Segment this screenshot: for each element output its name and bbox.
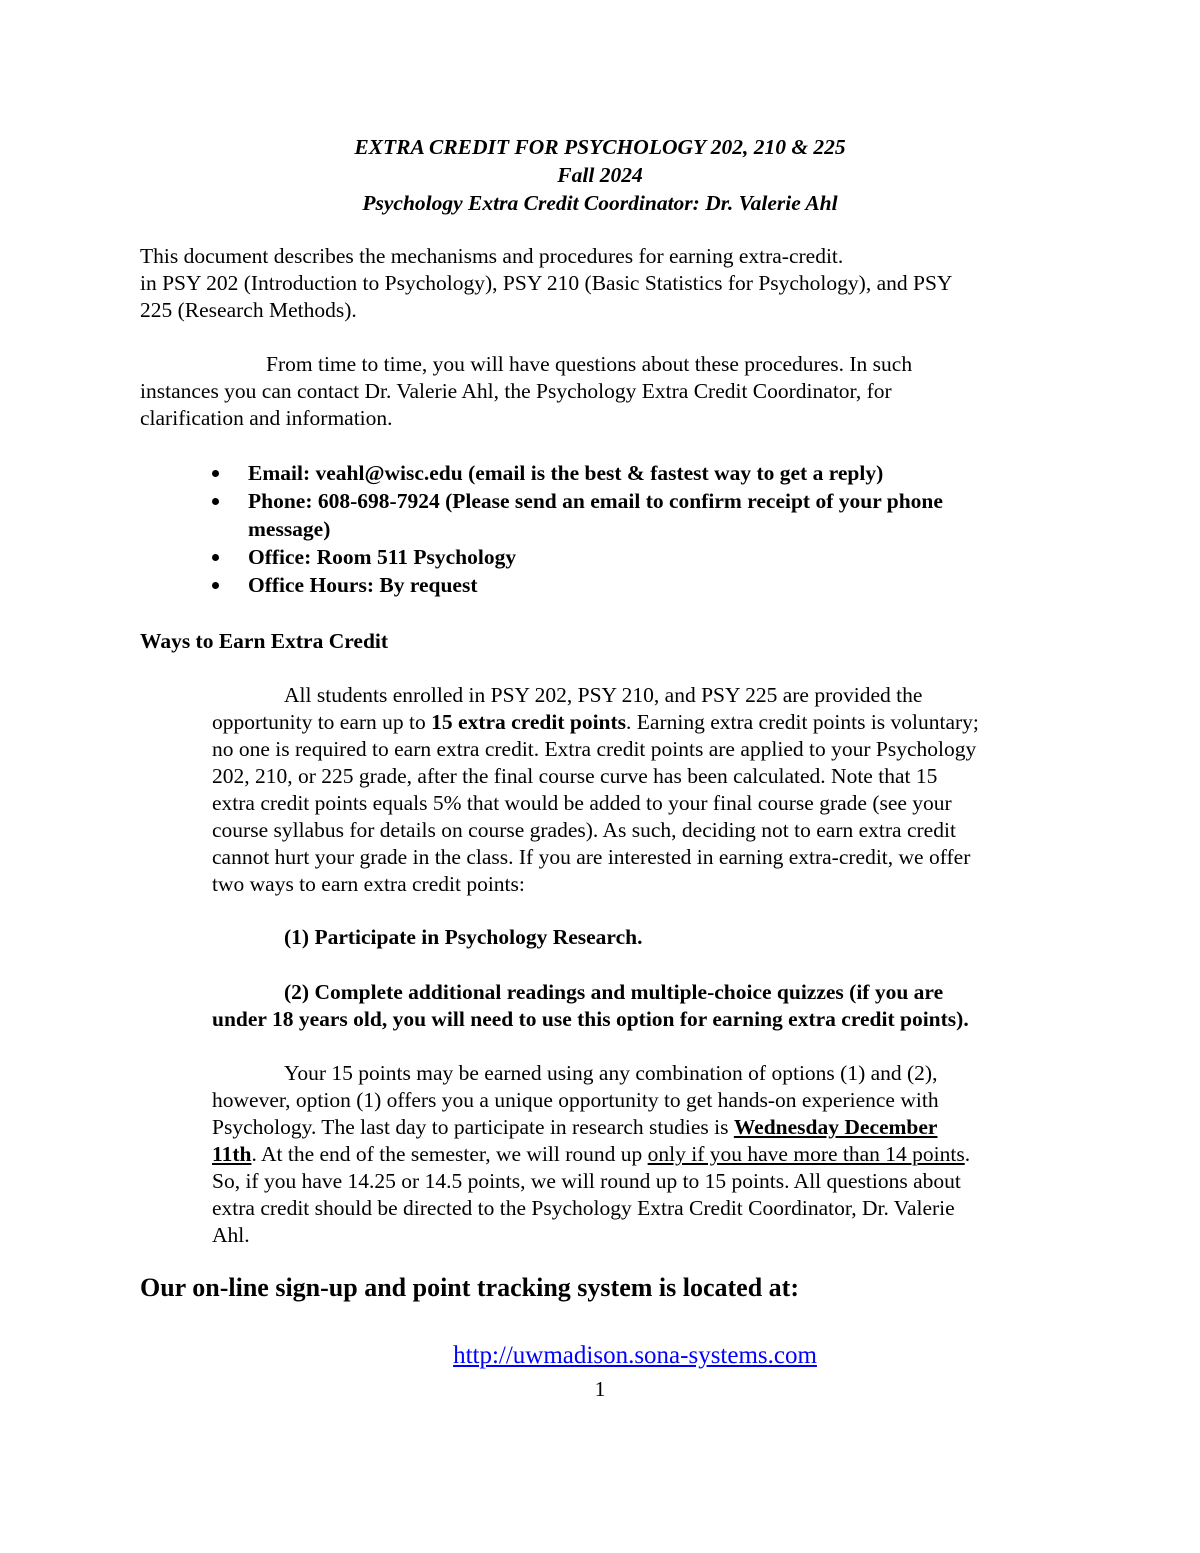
intro-line: in PSY 202 (Introduction to Psychology), PSY 210 (Basic Statistics for Psychology), and PSY (140, 271, 953, 295)
paragraph-line: extra credit points equals 5% that would be added to your final course grade (see your (212, 791, 952, 815)
text-span: . At the end of the semester, we will round up (251, 1142, 648, 1166)
deadline-emphasis: 11th (212, 1142, 252, 1166)
intro-line: This document describes the mechanisms and procedures for earning extra-credit. (140, 244, 844, 268)
coordinator-line: Psychology Extra Credit Coordinator: Dr. Valerie Ahl (362, 191, 838, 215)
paragraph-line: two ways to earn extra credit points: (212, 872, 525, 896)
option-2-line: (2) Complete additional readings and multiple-choice quizzes (if you are (284, 980, 944, 1004)
contact-paragraph-line: instances you can contact Dr. Valerie Ahl, the Psychology Extra Credit Coordinator, for (140, 379, 892, 403)
contact-phone-item (212, 487, 1072, 543)
text-span: opportunity to earn up to (212, 710, 432, 734)
paragraph-line: Your 15 points may be earned using any combination of options (1) and (2), (284, 1061, 938, 1085)
intro-paragraph (140, 243, 1100, 324)
signup-link[interactable]: http://uwmadison.sona-systems.com (453, 1342, 817, 1369)
paragraph-line: however, option (1) offers you a unique opportunity to get hands-on experience with (212, 1088, 939, 1112)
page-number: 1 (594, 1377, 606, 1401)
bullet-icon (212, 582, 219, 589)
ways-paragraph (212, 682, 1092, 898)
contact-phone-text: Phone: 608-698-7924 (Please send an email to confirm receipt of your phone (248, 489, 943, 513)
text-span: . (964, 1142, 971, 1166)
contact-hours-text: Office Hours: By request (248, 573, 478, 597)
contact-paragraph-line: clarification and information. (140, 406, 393, 430)
paragraph-line: So, if you have 14.25 or 14.5 points, we will round up to 15 points. All questions about (212, 1169, 961, 1193)
option-2-line: under 18 years old, you will need to use this option for earning extra credit points). (212, 1007, 969, 1031)
option-1: (1) Participate in Psychology Research. (284, 925, 643, 949)
paragraph-line (212, 709, 1092, 736)
contact-list (212, 459, 1072, 599)
paragraph-line: course syllabus for details on course grades). As such, deciding not to earn extra credit (212, 818, 956, 842)
points-paragraph (212, 1060, 1092, 1249)
deadline-emphasis: Wednesday December (733, 1115, 938, 1139)
paragraph-line: no one is required to earn extra credit. Extra credit points are applied to your Psychology (212, 737, 977, 761)
contact-email-text: Email: veahl@wisc.edu (email is the best & fastest way to get a reply) (248, 461, 884, 485)
extra-credit-points-emphasis: 15 extra credit points (431, 710, 627, 734)
bullet-icon (212, 554, 219, 561)
intro-line: 225 (Research Methods). (140, 298, 357, 322)
contact-office-item (212, 543, 1072, 571)
document-term: Fall 2024 (557, 163, 643, 187)
paragraph-line: Ahl. (212, 1223, 250, 1247)
paragraph-line: All students enrolled in PSY 202, PSY 210, and PSY 225 are provided the (284, 683, 923, 707)
paragraph-line (212, 1141, 1092, 1168)
bullet-icon (212, 498, 219, 505)
document-title: EXTRA CREDIT FOR PSYCHOLOGY 202, 210 & 225 (354, 135, 846, 159)
bullet-icon (212, 470, 219, 477)
document-header (0, 133, 1200, 217)
paragraph-line: extra credit should be directed to the Psychology Extra Credit Coordinator, Dr. Valerie (212, 1196, 955, 1220)
rounding-condition: only if you have more than 14 points (647, 1142, 965, 1166)
text-span: . Earning extra credit points is voluntary; (626, 710, 979, 734)
contact-hours-item (212, 571, 1072, 599)
signup-heading: Our on-line sign-up and point tracking system is located at: (140, 1273, 799, 1302)
option-2 (212, 979, 1092, 1033)
paragraph-line: 202, 210, or 225 grade, after the final course curve has been calculated. Note that 15 (212, 764, 938, 788)
contact-phone-text-cont: message) (248, 517, 331, 541)
paragraph-line: cannot hurt your grade in the class. If you are interested in earning extra-credit, we offer (212, 845, 971, 869)
contact-paragraph-line: From time to time, you will have questions about these procedures. In such (266, 352, 913, 376)
contact-email-item (212, 459, 1072, 487)
contact-office-text: Office: Room 511 Psychology (248, 545, 517, 569)
text-span: Psychology. The last day to participate in research studies is (212, 1115, 734, 1139)
ways-section-title: Ways to Earn Extra Credit (140, 629, 389, 653)
paragraph-line (212, 1114, 1092, 1141)
contact-paragraph (140, 351, 1100, 432)
